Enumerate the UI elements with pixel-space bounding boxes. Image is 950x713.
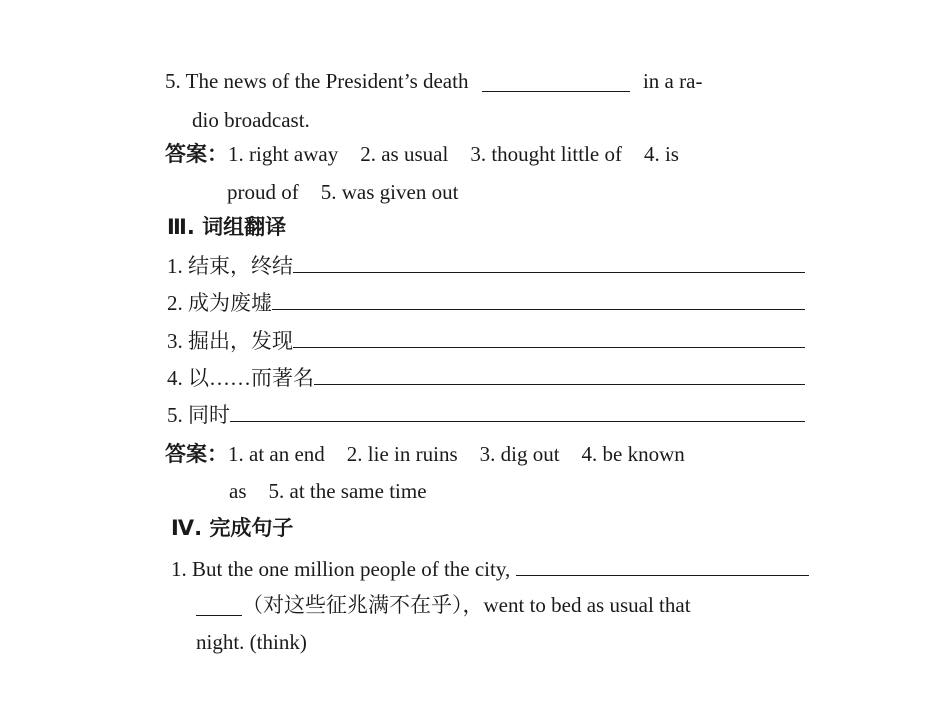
translation-prompt: 3. 掘出，发现 (167, 329, 293, 353)
translation-item-5 (167, 401, 805, 428)
sentence-1-prefix: 1. But the one million people of the city, (171, 557, 511, 581)
answer-block-2-line-2 (229, 478, 427, 504)
answer-item: proud of (227, 180, 299, 204)
answer-item: 1. at an end (228, 442, 325, 466)
sentence-1-line-3: night. (think) (196, 630, 307, 654)
translation-item-3 (167, 327, 805, 354)
translation-item-1 (167, 252, 805, 279)
answer-item: 1. right away (228, 142, 339, 166)
answer-label: 答案： (165, 142, 228, 166)
answer-item: as (229, 479, 247, 503)
sentence-1-blank-continued[interactable] (196, 595, 242, 616)
translation-item-2 (167, 289, 805, 316)
answer-item: 2. as usual (360, 142, 449, 166)
translation-blank[interactable] (230, 401, 805, 422)
answer-item: 2. lie in ruins (346, 442, 458, 466)
answer-item: 5. was given out (320, 180, 459, 204)
answer-label: 答案： (165, 442, 228, 466)
answer-item: 3. thought little of (470, 142, 622, 166)
translation-prompt: 1. 结束，终结 (167, 254, 293, 278)
translation-blank[interactable] (314, 364, 805, 385)
sentence-1-line-2 (196, 592, 691, 618)
translation-prompt: 4. 以……而著名 (167, 366, 314, 390)
sentence-1-blank[interactable] (516, 555, 809, 576)
answer-item: 5. at the same time (268, 479, 427, 503)
answer-block-1-line-1 (165, 141, 679, 167)
translation-prompt: 5. 同时 (167, 403, 230, 427)
answer-item: 4. is (643, 142, 679, 166)
question-5-suffix: in a ra- (642, 69, 703, 93)
translation-blank[interactable] (293, 252, 805, 273)
answer-block-1-line-2 (227, 179, 458, 205)
answer-item: 3. dig out (479, 442, 560, 466)
answer-block-2-line-1 (165, 441, 685, 467)
answer-item: 4. be known (581, 442, 685, 466)
translation-item-4 (167, 364, 805, 391)
section-3-title: Ⅲ. 词组翻译 (167, 215, 287, 239)
translation-prompt: 2. 成为废墟 (167, 291, 272, 315)
question-5-blank[interactable] (482, 71, 630, 92)
sentence-1-line-1 (171, 555, 809, 582)
question-5-prefix: 5. The news of the President’s death (165, 69, 469, 93)
translation-blank[interactable] (293, 327, 805, 348)
section-4-title: Ⅳ. 完成句子 (171, 516, 294, 540)
question-5-line (165, 68, 702, 94)
question-5-continuation: dio broadcast. (192, 108, 310, 132)
sentence-1-hint: （对这些征兆满不在乎），went to bed as usual that (242, 593, 691, 617)
translation-blank[interactable] (272, 289, 805, 310)
